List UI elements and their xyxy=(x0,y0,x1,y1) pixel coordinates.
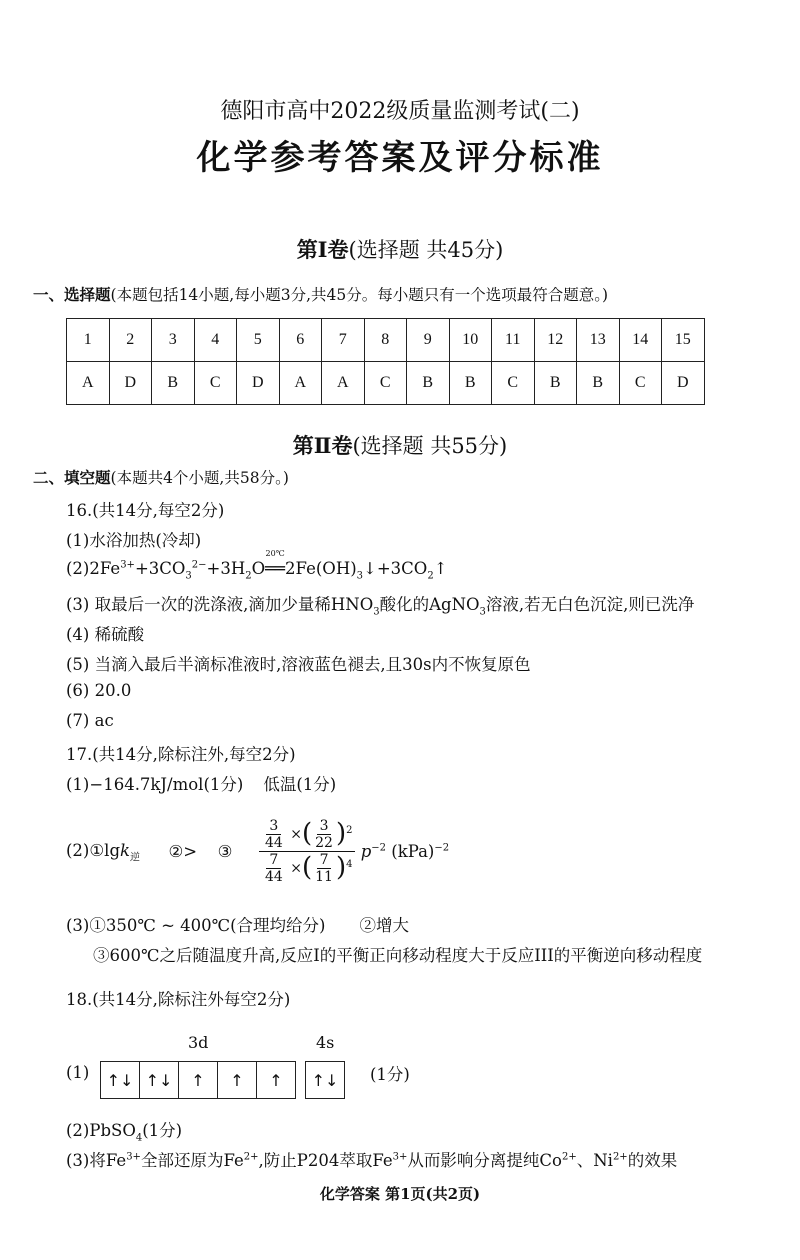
q16-answer-5: (5) 当滴入最后半滴标准液时,溶液蓝色褪去,且30s内不恢复原色 xyxy=(66,655,531,674)
answer-letter: B xyxy=(152,362,195,405)
q18-header: 18.(共14分,除标注外每空2分) xyxy=(66,990,291,1009)
question-number: 10 xyxy=(449,319,492,362)
answer-letter: B xyxy=(449,362,492,405)
q17-answer-2: (2)①lgk$_逆$ ②> ③ $\frac{3}{44}$ ×( $\frac{3}{22}$ )$^2$ $\frac{7}{44}$ ×( $\frac{7}{11}$ )$^4$ $p^{-2}$ (kPa)$^{-2}$ xyxy=(66,818,450,886)
orbital-box: ↑ xyxy=(218,1062,257,1098)
orbital-box: ↑↓ xyxy=(140,1062,179,1098)
q17-header: 17.(共14分,除标注外,每空2分) xyxy=(66,745,296,764)
answer-letter: C xyxy=(619,362,662,405)
question-number: 5 xyxy=(237,319,280,362)
question-number: 3 xyxy=(152,319,195,362)
answer-letter: A xyxy=(279,362,322,405)
section2-header: 二、填空题(本题共4个小题,共58分。) xyxy=(33,468,289,487)
answer-letter: C xyxy=(194,362,237,405)
q17-answer-3c: ③600℃之后随温度升高,反应I的平衡正向移动程度大于反应III的平衡逆向移动程度 xyxy=(93,946,703,965)
answer-letter: A xyxy=(322,362,365,405)
orbital-3d-boxes xyxy=(100,1061,296,1099)
orbital-4s-boxes xyxy=(305,1061,345,1099)
exam-subtitle: 德阳市高中2022级质量监测考试(二) xyxy=(220,99,580,124)
orbital-3d-label: 3d xyxy=(188,1033,209,1052)
answer-letter-row xyxy=(67,362,705,405)
question-number: 7 xyxy=(322,319,365,362)
question-number: 2 xyxy=(109,319,152,362)
q18-answer-1-label: (1) xyxy=(66,1063,90,1082)
answer-letter: B xyxy=(577,362,620,405)
kp-expression: $\frac{3}{44}$ ×( $\frac{3}{22}$ )$^2$ $\frac{7}{44}$ ×( $\frac{7}{11}$ )$^4$ xyxy=(259,818,356,885)
orbital-4s-label: 4s xyxy=(316,1033,335,1052)
orbital-box: ↑↓ xyxy=(101,1062,140,1098)
answer-number-row xyxy=(67,319,705,362)
question-number: 12 xyxy=(534,319,577,362)
q16-answer-6: (6) 20.0 xyxy=(66,681,132,700)
orbital-box: ↑↓ xyxy=(311,1070,339,1090)
question-number: 9 xyxy=(407,319,450,362)
answer-table xyxy=(66,318,705,405)
page-footer: 化学答案 第1页(共2页) xyxy=(319,1185,481,1203)
orbital-box: ↑ xyxy=(269,1070,283,1090)
q18-answer-2: (2)PbSO$_4$(1分) xyxy=(66,1121,183,1144)
question-number: 8 xyxy=(364,319,407,362)
answer-letter: D xyxy=(237,362,280,405)
q18-answer-1-score: (1分) xyxy=(370,1065,410,1084)
section1-header: 一、选择题(本题包括14小题,每小题3分,共45分。每小题只有一个选项最符合题意。) xyxy=(33,285,609,304)
q17-answer-1: (1)−164.7kJ/mol(1分) 低温(1分) xyxy=(66,775,337,794)
question-number: 11 xyxy=(492,319,535,362)
answer-letter: A xyxy=(67,362,110,405)
part1-heading: 第Ⅰ卷(选择题 共45分) xyxy=(296,237,504,262)
exam-title: 化学参考答案及评分标准 xyxy=(196,138,604,178)
part2-heading: 第Ⅱ卷(选择题 共55分) xyxy=(292,433,508,458)
orbital-box: ↑ xyxy=(179,1062,218,1098)
question-number: 14 xyxy=(619,319,662,362)
q16-answer-2: $(2)2Fe^{3+}+3CO_3^{2-}+3H_2O$ 20℃ $══2Fe(OH)_3↓+3CO_2↑$ xyxy=(66,549,448,582)
question-number: 4 xyxy=(194,319,237,362)
q17-answer-3: (3)①350℃ ~ 400℃(合理均给分) ②增大 xyxy=(66,916,409,935)
q16-answer-1: (1)水浴加热(冷却) xyxy=(66,531,202,550)
q18-answer-3: (3)将$Fe^{3+}$全部还原为$Fe^{2+}$,防止P204萃取$Fe^{3+}$从而影响分离提纯$Co^{2+}$、$Ni^{2+}$的效果 xyxy=(66,1151,678,1170)
answer-letter: D xyxy=(662,362,705,405)
question-number: 13 xyxy=(577,319,620,362)
answer-letter: D xyxy=(109,362,152,405)
answer-letter: B xyxy=(407,362,450,405)
q16-header: 16.(共14分,每空2分) xyxy=(66,501,225,520)
answer-letter: C xyxy=(364,362,407,405)
q16-answer-7: (7) ac xyxy=(66,711,114,730)
q16-answer-3: (3) 取最后一次的洗涤液,滴加少量稀$HNO_3$酸化的AgNO$_3$溶液,若无白色沉淀,则已洗净 xyxy=(66,595,695,618)
question-number: 1 xyxy=(67,319,110,362)
question-number: 6 xyxy=(279,319,322,362)
q16-answer-4: (4) 稀硫酸 xyxy=(66,625,145,644)
answer-letter: C xyxy=(492,362,535,405)
question-number: 15 xyxy=(662,319,705,362)
answer-letter: B xyxy=(534,362,577,405)
